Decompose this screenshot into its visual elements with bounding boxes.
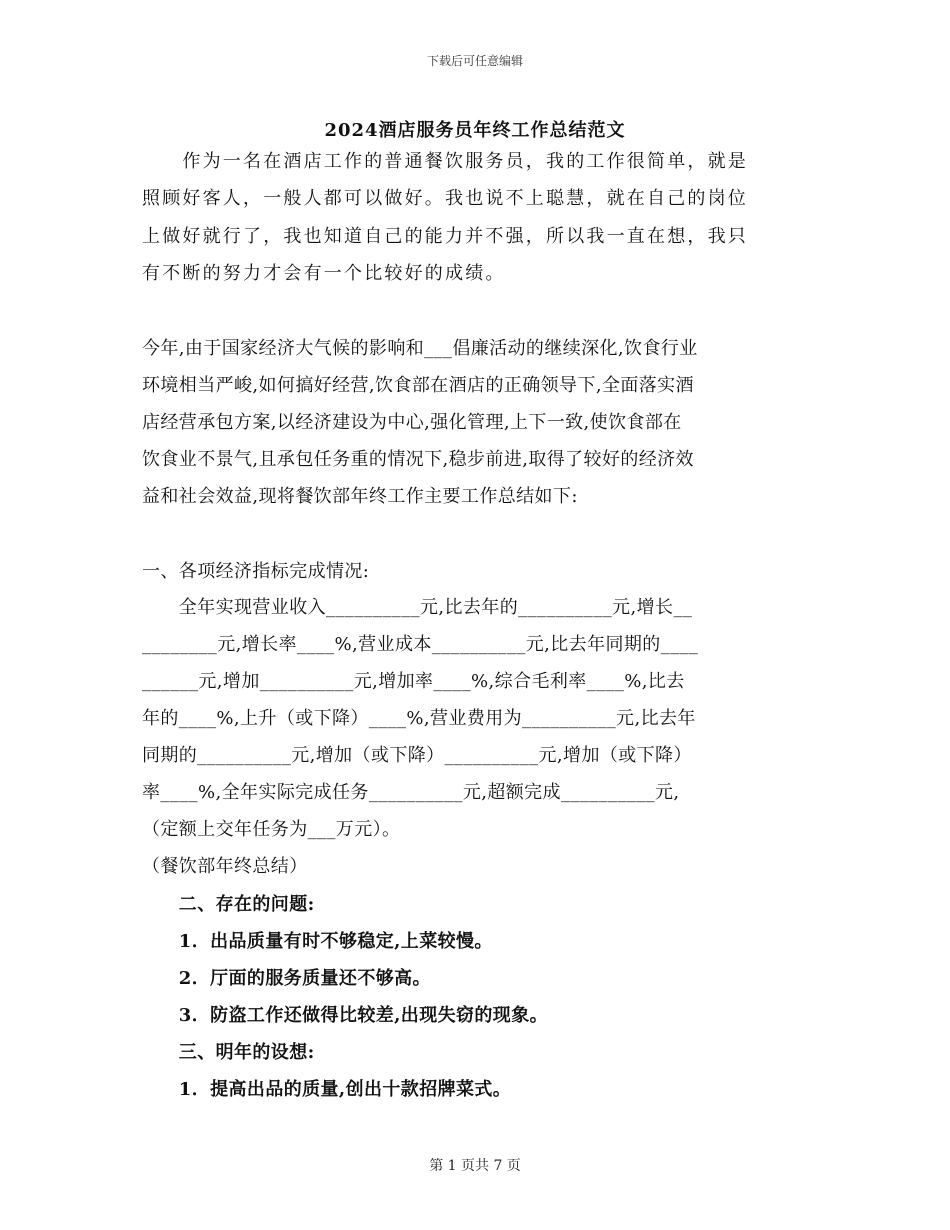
paragraph-line: 环境相当严峻,如何搞好经营,饮食部在酒店的正确领导下,全面落实酒	[142, 375, 694, 396]
section-heading: 二、存在的问题:	[142, 894, 315, 915]
section-line: （餐饮部年终总结）	[142, 856, 308, 877]
section-line: 全年实现营业收入__________元,比去年的__________元,增长__	[142, 597, 693, 618]
paragraph-line: 店经营承包方案,以经济建设为中心,强化管理,上下一致,使饮食部在	[142, 412, 682, 433]
section-line: ______元,增加__________元,增加率____%,综合毛利率____%,比去	[142, 671, 685, 692]
paragraph-line: 今年,由于国家经济大气候的影响和___倡廉活动的继续深化,饮食行业	[142, 338, 698, 359]
intro-line: 照顾好客人，一般人都可以做好。我也说不上聪慧，就在自己的岗位	[142, 188, 748, 209]
page-header: 下载后可任意编辑	[426, 54, 523, 68]
list-item: 1．出品质量有时不够稳定,上菜较慢。	[142, 931, 493, 952]
paragraph-line: 饮食业不景气,且承包任务重的情况下,稳步前进,取得了较好的经济效	[142, 449, 694, 470]
section-heading: 一、各项经济指标完成情况:	[142, 561, 370, 582]
document-title: 2024酒店服务员年终工作总结范文	[324, 120, 626, 141]
section-line: 率____%,全年实际完成任务__________元,超额完成__________元,	[142, 782, 680, 803]
page-footer: 第 1 页共 7 页	[429, 1158, 521, 1174]
list-item: 1．提高出品的质量,创出十款招牌菜式。	[142, 1079, 512, 1100]
section-line: 同期的__________元,增加（或下降）__________元,增加（或下降）	[142, 745, 692, 766]
section-line: （定额上交年任务为___万元）。	[142, 819, 401, 840]
list-item: 2．厅面的服务质量还不够高。	[142, 968, 431, 989]
intro-line: 有不断的努力才会有一个比较好的成绩。	[142, 263, 506, 284]
section-line: ________元,增长率____%,营业成本__________元,比去年同期的____	[142, 634, 699, 655]
section-line: 年的____%,上升（或下降）____%,营业费用为__________元,比去年	[142, 708, 696, 729]
paragraph-line: 益和社会效益,现将餐饮部年终工作主要工作总结如下:	[142, 486, 578, 507]
intro-line: 上做好就行了，我也知道自己的能力并不强，所以我一直在想，我只	[142, 226, 748, 247]
list-item: 3．防盗工作还做得比较差,出现失窃的现象。	[142, 1005, 548, 1026]
intro-line: 作为一名在酒店工作的普通餐饮服务员，我的工作很简单，就是	[142, 151, 748, 172]
section-heading: 三、明年的设想:	[142, 1042, 315, 1063]
